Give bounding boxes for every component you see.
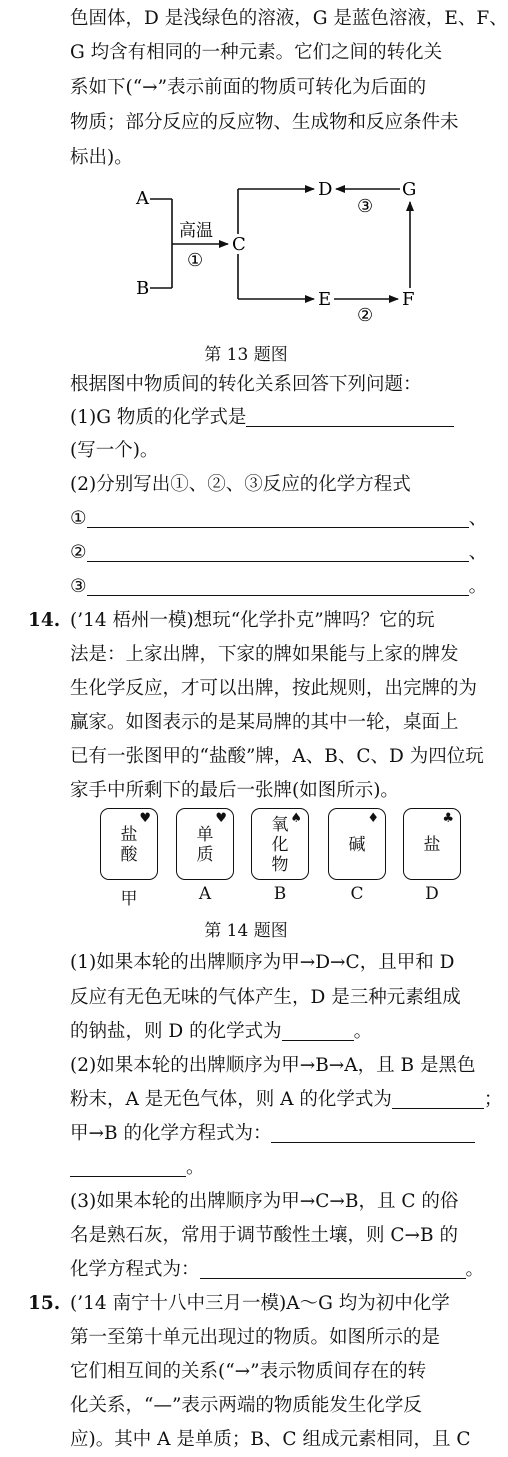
card-a-name: 单 质 [196,825,214,865]
q14-p2-eq-text: 甲→B 的化学方程式为： [70,1123,272,1144]
q14-p1-line-1: (1)如果本轮的出牌顺序为甲→D→C，且甲和 D [70,952,455,973]
q13-equation-blank-3[interactable] [87,575,469,596]
q14-line-5: 已有一张图甲的“盐酸”牌，A、B、C、D 为四位玩 [70,746,484,767]
q13-equation-blank-1[interactable] [87,507,469,528]
card-d-label: D [425,884,439,904]
q14-line-4: 赢家。如图表示的是某局牌的其中一轮，桌面上 [70,712,459,733]
card-jia [100,808,158,880]
q14-p2-end: 。 [186,1157,205,1178]
q14-line-3: 生化学反应，才可以出牌，按此规则，出完牌的为 [70,678,478,699]
q14-p3-text: 化学方程式为： [70,1259,200,1280]
q14-answer-blank-a[interactable] [392,1088,484,1109]
node-a: A [136,188,149,209]
q14-p2-line-3 [70,1121,475,1147]
node-g: G [402,179,417,200]
q14-p2-line-1: (2)如果本轮的出牌顺序为甲→B→A，且 B 是黑色 [70,1055,476,1076]
card-jia-label: 甲 [120,889,138,909]
q14-p1-line-2: 反应有无色无味的气体产生，D 是三种元素组成 [70,987,461,1008]
spade-icon: ♠ [290,811,302,826]
q14-p2-line-4 [70,1155,205,1181]
diamond-icon: ♦ [367,811,379,826]
q13-part1 [70,405,454,431]
q14-p3-line-2: 名是熟石灰，常用于调节酸性土壤，则 C→B 的 [70,1225,459,1246]
q14-figure-caption: 第 14 题图 [204,921,288,941]
q14-answer-blank-eq-b[interactable] [271,1122,475,1143]
q15-line-2: 第一至第十单元出现过的物质。如图所示的是 [70,1327,441,1348]
q14-p2-line-2 [70,1087,502,1113]
card-row [0,808,492,908]
q13-intro-line-3: 系如下(“→”表示前面的物质可转化为后面的 [70,77,427,98]
node-d: D [318,179,333,200]
card-b [251,808,309,880]
card-jia-name: 盐 酸 [120,825,138,865]
q13-intro-line-2: G 均含有相同的一种元素。它们之间的转化关 [70,42,443,63]
eq1-label: ① [70,508,87,529]
card-d [403,808,461,880]
card-b-name: 氧 化 物 [271,815,289,875]
card-b-label: B [273,884,287,904]
condition-label: 高温 [179,221,213,241]
club-icon: ♣ [442,811,454,826]
q14-answer-blank-eq-b-cont[interactable] [70,1156,186,1177]
card-a [176,808,234,880]
q13-intro-line-1: 色固体，D 是浅绿色的溶液，G 是蓝色溶液，E、F、 [70,8,508,29]
node-b: B [136,278,150,299]
q13-part2: (2)分别写出①、②、③反应的化学方程式 [70,474,411,495]
eq1-sep: 、 [468,508,488,529]
card-c-name: 碱 [348,835,366,855]
card-a-label: A [198,884,212,904]
q14-line-2: 法是：上家出牌，下家的牌如果能与上家的牌发 [70,644,459,665]
q15-number: 15. [28,1293,61,1314]
node-f: F [402,289,415,310]
eq2-label: ② [70,542,87,563]
step-2-label: ② [357,305,374,326]
eq3-label: ③ [70,576,87,597]
q13-part1-note: (写一个)。 [70,440,159,461]
card-c [328,808,386,880]
heart-icon: ♥ [139,811,151,826]
eq3-sep: 。 [468,576,488,597]
q13-part1-text: (1)G 物质的化学式是 [70,407,247,428]
q13-intro-line-4: 物质；部分反应的反应物、生成物和反应条件未 [70,112,459,133]
card-d-name: 盐 [423,835,441,855]
q13-intro-line-5: 标出)。 [70,147,133,168]
q13-conversion-diagram [0,178,492,338]
card-c-label: C [350,884,364,904]
q15-line-1: (’14 南宁十八中三月一模)A～G 均为初中化学 [70,1293,450,1314]
node-e: E [318,289,332,310]
q13-equation-3 [70,574,487,600]
q15-line-4: 化关系，“—”表示两端的物质能发生化学反 [70,1395,422,1416]
q14-answer-blank-d[interactable] [282,1020,354,1041]
q13-answer-blank-1[interactable] [246,406,454,427]
q13-equation-blank-2[interactable] [87,541,469,562]
q14-number: 14. [28,610,61,631]
q14-p1-end: 。 [353,1021,373,1042]
q13-equation-1 [70,506,487,532]
q14-answer-blank-eq-c[interactable] [200,1258,466,1279]
step-1-label: ① [187,250,204,271]
step-3-label: ③ [357,196,374,217]
heart-icon: ♥ [215,811,227,826]
q15-line-5: 应)。其中 A 是单质；B、C 组成元素相同，且 C [70,1429,471,1450]
q14-p3-end: 。 [465,1259,485,1280]
q13-lead: 根据图中物质间的转化关系回答下列问题： [70,374,422,395]
q14-p1-line-3 [70,1019,372,1045]
q14-p3-line-3 [70,1257,484,1283]
q14-p2-text: 粉末，A 是无色气体，则 A 的化学式为 [70,1089,392,1110]
q13-equation-2 [70,540,487,566]
q14-line-6: 家手中所剩下的最后一张牌(如图所示)。 [70,780,399,801]
q15-line-3: 它们相互间的关系(“→”表示物质间存在的转 [70,1361,427,1382]
q14-p1-text: 的钠盐，则 D 的化学式为 [70,1021,282,1042]
q14-p2-semicolon: ； [483,1089,503,1110]
q13-figure-caption: 第 13 题图 [204,345,288,365]
q14-line-1: (’14 梧州一模)想玩“化学扑克”牌吗？它的玩 [70,610,435,631]
eq2-sep: 、 [468,542,488,563]
node-c: C [232,234,246,255]
q14-p3-line-1: (3)如果本轮的出牌顺序为甲→C→B，且 C 的俗 [70,1191,459,1212]
